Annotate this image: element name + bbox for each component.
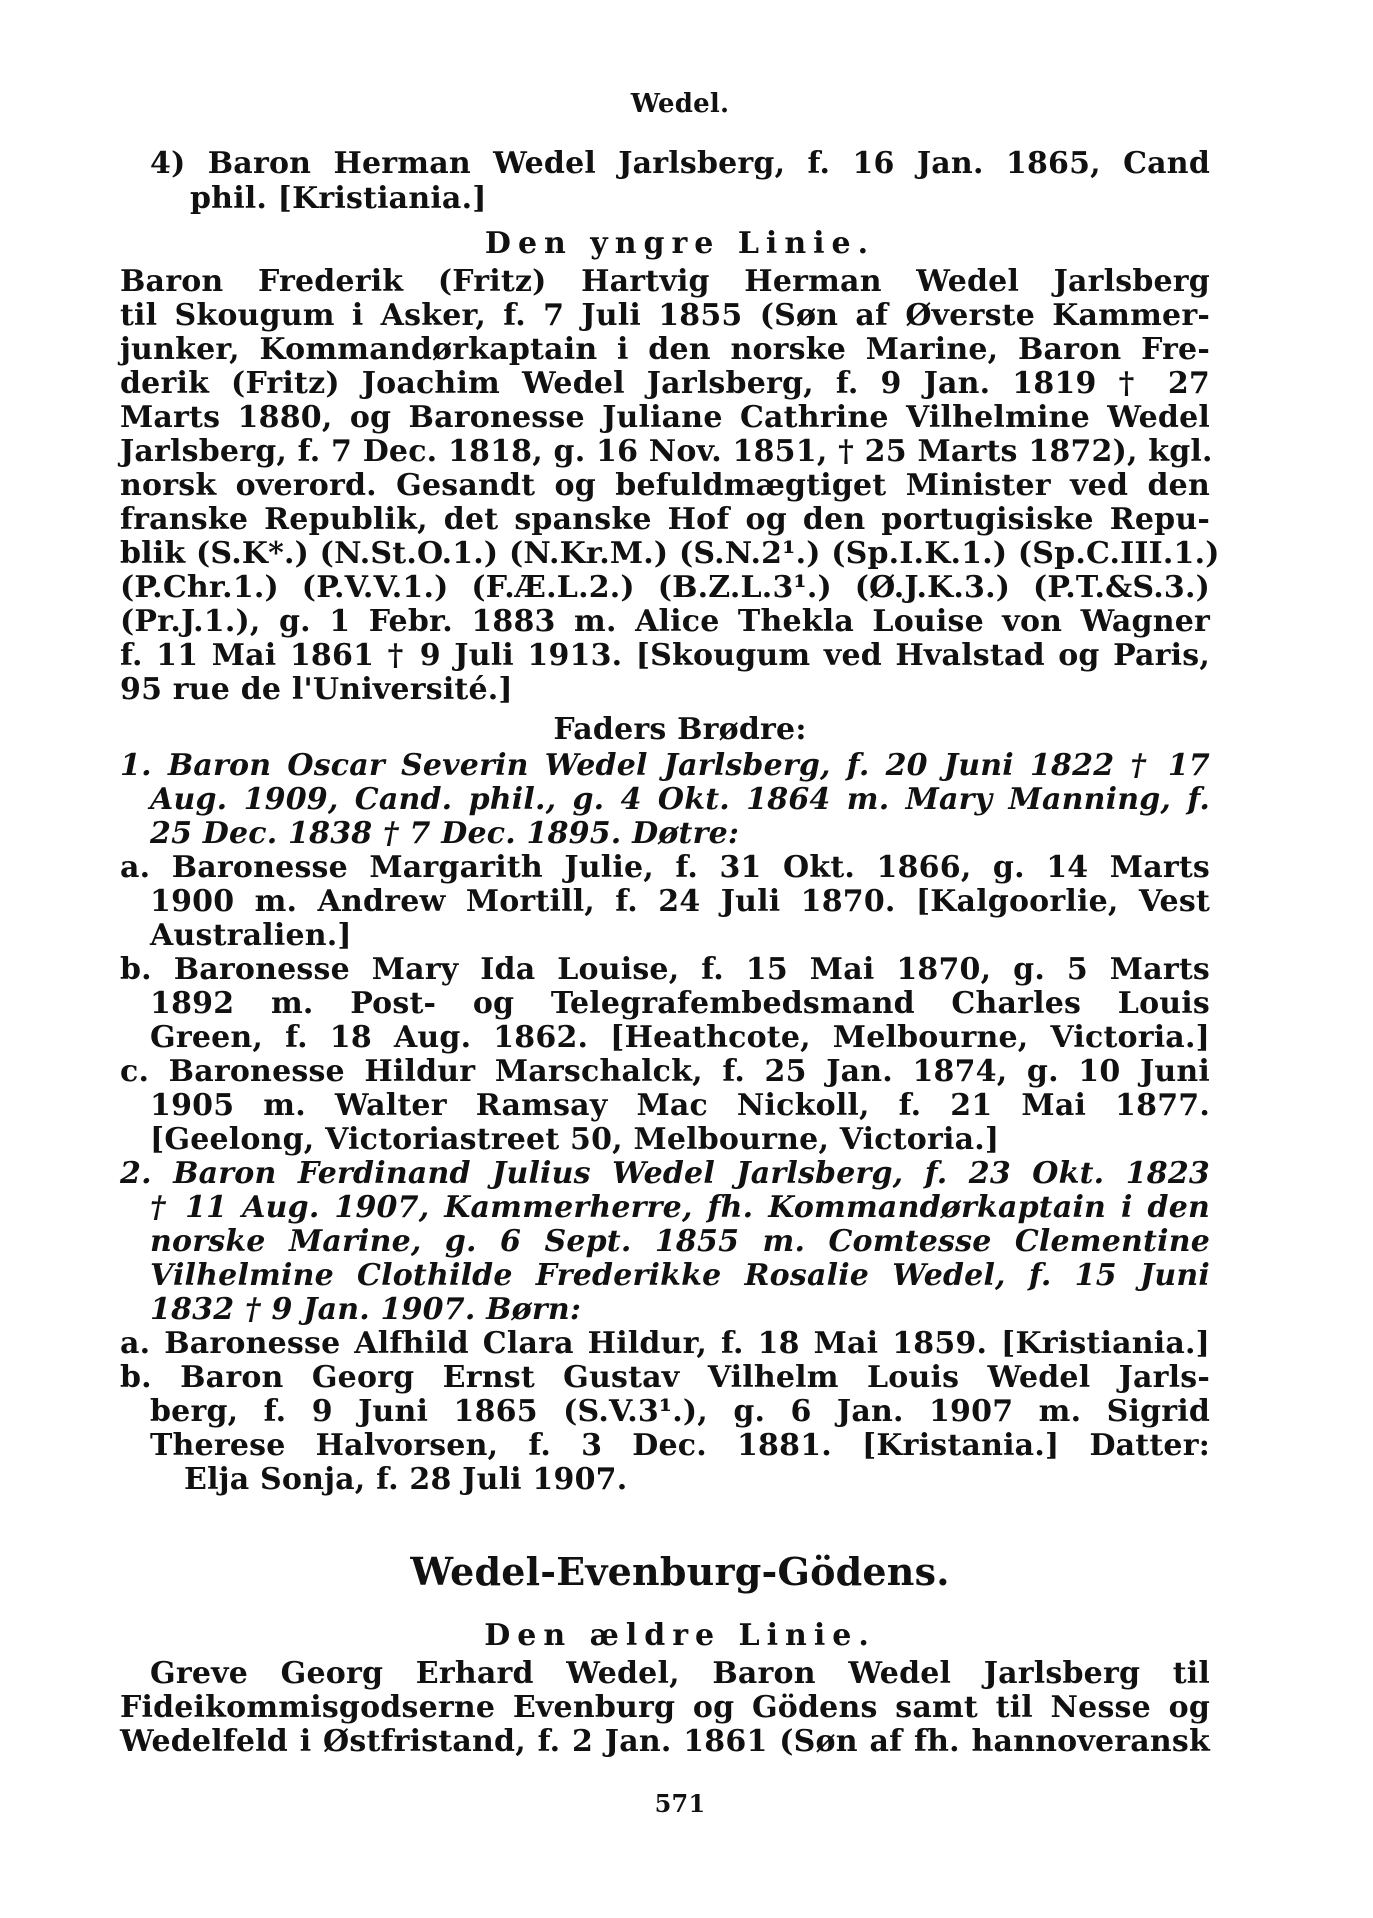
family-title-evenburg: Wedel-Evenburg-Gödens.: [410, 1549, 950, 1594]
faders-line-20: berg, f. 9 Juni 1865 (S.V.3¹.), g. 6 Jan. 1907 m. Sigrid: [150, 1394, 1210, 1429]
yngre-line-7: norsk overord. Gesandt og befuldmægtiget Minister ved den: [120, 468, 1210, 503]
yngre-line-12: f. 11 Mai 1861 † 9 Juli 1913. [Skougum ved Hvalstad og Paris,: [120, 638, 1210, 673]
yngre-line-9: blik (S.K*.) (N.St.O.1.) (N.Kr.M.) (S.N.2¹.) (Sp.I.K.1.) (Sp.C.III.1.): [120, 536, 1220, 571]
yngre-line-5: Marts 1880, og Baronesse Juliane Cathrine Vilhelmine Wedel: [120, 400, 1210, 435]
evenburg-line-3: Wedelfeld i Østfristand, f. 2 Jan. 1861 (Søn af fh. hannoveransk: [120, 1724, 1210, 1759]
faders-line-12: [Geelong, Victoriastreet 50, Melbourne, Victoria.]: [150, 1122, 1000, 1157]
yngre-line-6: Jarlsberg, f. 7 Dec. 1818, g. 16 Nov. 1851, † 25 Marts 1872), kgl.: [120, 434, 1213, 469]
faders-line-8: 1892 m. Post- og Telegrafembedsmand Charles Louis: [150, 986, 1210, 1021]
faders-line-22: Elja Sonja, f. 28 Juli 1907.: [184, 1462, 628, 1497]
entry4-line-2: phil. [Kristiania.]: [190, 181, 487, 216]
faders-line-18: a. Baronesse Alfhild Clara Hildur, f. 18 Mai 1859. [Kristiania.]: [120, 1326, 1210, 1361]
yngre-line-1: Baron Frederik (Fritz) Hartvig Herman Wedel Jarlsberg: [120, 264, 1210, 299]
yngre-line-3: junker, Kommandørkaptain i den norske Marine, Baron Fre-: [120, 332, 1210, 367]
running-title: Wedel.: [630, 89, 730, 119]
faders-line-6: Australien.]: [150, 918, 352, 953]
entry4-line-1: 4) Baron Herman Wedel Jarlsberg, f. 16 Jan. 1865, Cand: [150, 146, 1210, 181]
faders-line-17: 1832 † 9 Jan. 1907. Børn:: [150, 1292, 582, 1327]
yngre-line-2: til Skougum i Asker, f. 7 Juli 1855 (Søn af Øverste Kammer-: [120, 298, 1210, 333]
section-heading-aeldre: Den ældre Linie.: [484, 1618, 876, 1653]
faders-line-7: b. Baronesse Mary Ida Louise, f. 15 Mai 1870, g. 5 Marts: [120, 952, 1210, 987]
yngre-line-11: (Pr.J.1.), g. 1 Febr. 1883 m. Alice Thekla Louise von Wagner: [120, 604, 1210, 639]
faders-line-4: a. Baronesse Margarith Julie, f. 31 Okt. 1866, g. 14 Marts: [120, 850, 1210, 885]
faders-line-16: Vilhelmine Clothilde Frederikke Rosalie Wedel, f. 15 Juni: [150, 1258, 1210, 1293]
faders-line-11: 1905 m. Walter Ramsay Mac Nickoll, f. 21 Mai 1877.: [150, 1088, 1210, 1123]
faders-line-14: † 11 Aug. 1907, Kammerherre, fh. Kommandørkaptain i den: [150, 1190, 1210, 1225]
evenburg-line-1: Greve Georg Erhard Wedel, Baron Wedel Jarlsberg til: [150, 1656, 1210, 1691]
yngre-line-10: (P.Chr.1.) (P.V.V.1.) (F.Æ.L.2.) (B.Z.L.3¹.) (Ø.J.K.3.) (P.T.&S.3.): [120, 570, 1210, 605]
faders-line-5: 1900 m. Andrew Mortill, f. 24 Juli 1870. [Kalgoorlie, Vest: [150, 884, 1210, 919]
faders-line-13: 2. Baron Ferdinand Julius Wedel Jarlsberg, f. 23 Okt. 1823: [120, 1156, 1210, 1191]
yngre-line-8: franske Republik, det spanske Hof og den portugisiske Repu-: [120, 502, 1210, 537]
faders-line-3: 25 Dec. 1838 † 7 Dec. 1895. Døtre:: [150, 816, 740, 851]
page-number: 571: [654, 1789, 706, 1818]
faders-line-15: norske Marine, g. 6 Sept. 1855 m. Comtesse Clementine: [150, 1224, 1210, 1259]
faders-line-9: Green, f. 18 Aug. 1862. [Heathcote, Melbourne, Victoria.]: [150, 1020, 1210, 1055]
faders-line-19: b. Baron Georg Ernst Gustav Vilhelm Louis Wedel Jarls-: [120, 1360, 1210, 1395]
section-heading-yngre: Den yngre Linie.: [484, 226, 876, 261]
yngre-line-13: 95 rue de l'Université.]: [120, 672, 513, 707]
section-heading-faders: Faders Brødre:: [553, 712, 807, 747]
faders-line-1: 1. Baron Oscar Severin Wedel Jarlsberg, f. 20 Juni 1822 † 17: [120, 748, 1210, 783]
document-page: [120, 0, 1220, 1918]
faders-line-21: Therese Halvorsen, f. 3 Dec. 1881. [Kristania.] Datter:: [150, 1428, 1210, 1463]
yngre-line-4: derik (Fritz) Joachim Wedel Jarlsberg, f. 9 Jan. 1819 † 27: [120, 366, 1210, 401]
faders-line-2: Aug. 1909, Cand. phil., g. 4 Okt. 1864 m. Mary Manning, f.: [150, 782, 1210, 817]
faders-line-10: c. Baronesse Hildur Marschalck, f. 25 Jan. 1874, g. 10 Juni: [120, 1054, 1210, 1089]
evenburg-line-2: Fideikommisgodserne Evenburg og Gödens samt til Nesse og: [120, 1690, 1210, 1725]
